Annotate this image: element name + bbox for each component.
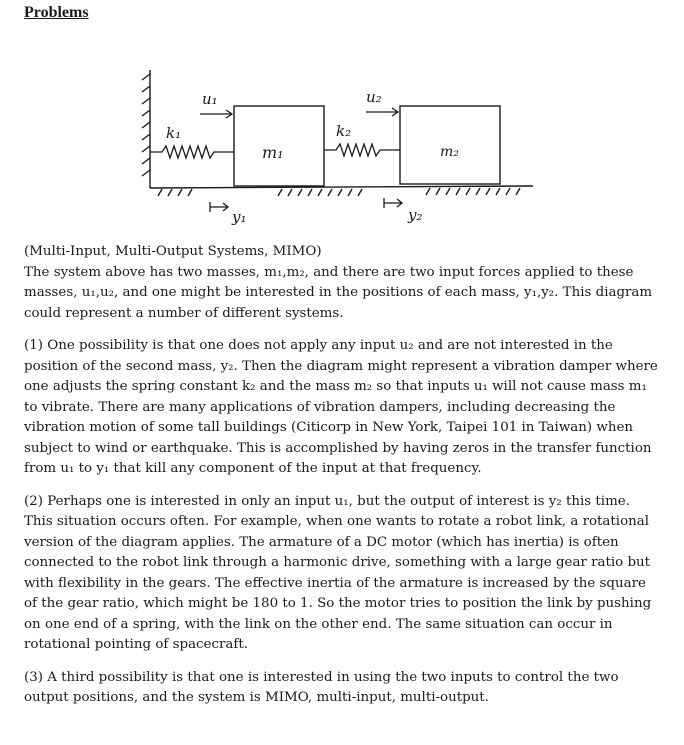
label-u1: u₁ [202, 90, 218, 108]
label-u2: u₂ [366, 88, 382, 106]
label-y1: y₁ [232, 208, 247, 226]
document-body [24, 242, 660, 721]
spring-k1 [150, 146, 234, 158]
label-m1: m₁ [262, 143, 284, 162]
page-heading: Problems [24, 4, 89, 21]
paragraph-2-robot-link: (2) Perhaps one is interested in only an input u₁, but the output of interest is y₂ this time. This situation occurs often. For example, when one wants to rotate a robot link, a rotational version of the diagram applies. The armature of a DC motor (which has inertia) is often connected to the robot link through a harmonic drive, something with a large gear ratio but with flexibility in the gears. The effective inertia of the armature is increased by the square of the gear ratio, which might be 180 to 1. So the motor tries to position the link by pushing on one end of a spring, with the link on the other end. The same situation can occur in rotational pointing of spacecraft. [24, 493, 652, 652]
wall [142, 70, 150, 188]
label-k2: k₂ [336, 122, 352, 140]
paragraph-3-mimo: (3) A third possibility is that one is interested in using the two inputs to control the two output positions, and the system is MIMO, multi-input, multi-output. [24, 669, 619, 705]
two-mass-spring-diagram [138, 60, 538, 240]
label-y2: y₂ [408, 206, 423, 224]
label-m2: m₂ [440, 144, 459, 160]
force-arrow-u2 [366, 108, 398, 116]
intro-paragraph: The system above has two masses, m₁,m₂, and there are two input forces applied to these masses, u₁,u₂, and one might be interested in the positions of each mass, y₁,y₂. This diagram could represent a number of different systems. [24, 264, 653, 321]
label-k1: k₁ [166, 124, 182, 142]
paragraph-1-vibration-damper: (1) One possibility is that one does not apply any input u₂ and are not interested in the position of the second mass, y₂. Then the diagram might represent a vibration damper where one adjusts the spring constant k₂ and the mass m₂ so that inputs u₁ will not cause mass m₁ to vibrate. There are many applications of vibration dampers, including decreasing the vibration motion of some tall buildings (Citicorp in New York, Taipei 101 in Taiwan) when subject to wind or earthquake. This is accomplished by having zeros in the transfer function from u₁ to y₁ that kill any component of the input at that frequency. [24, 338, 658, 476]
mimo-section-title: (Multi-Input, Multi-Output Systems, MIMO) [24, 244, 322, 259]
spring-k2 [324, 144, 400, 156]
force-arrow-u1 [200, 110, 232, 118]
displacement-arrow-y1 [210, 202, 228, 212]
displacement-arrow-y2 [384, 198, 402, 208]
ground [150, 186, 533, 196]
